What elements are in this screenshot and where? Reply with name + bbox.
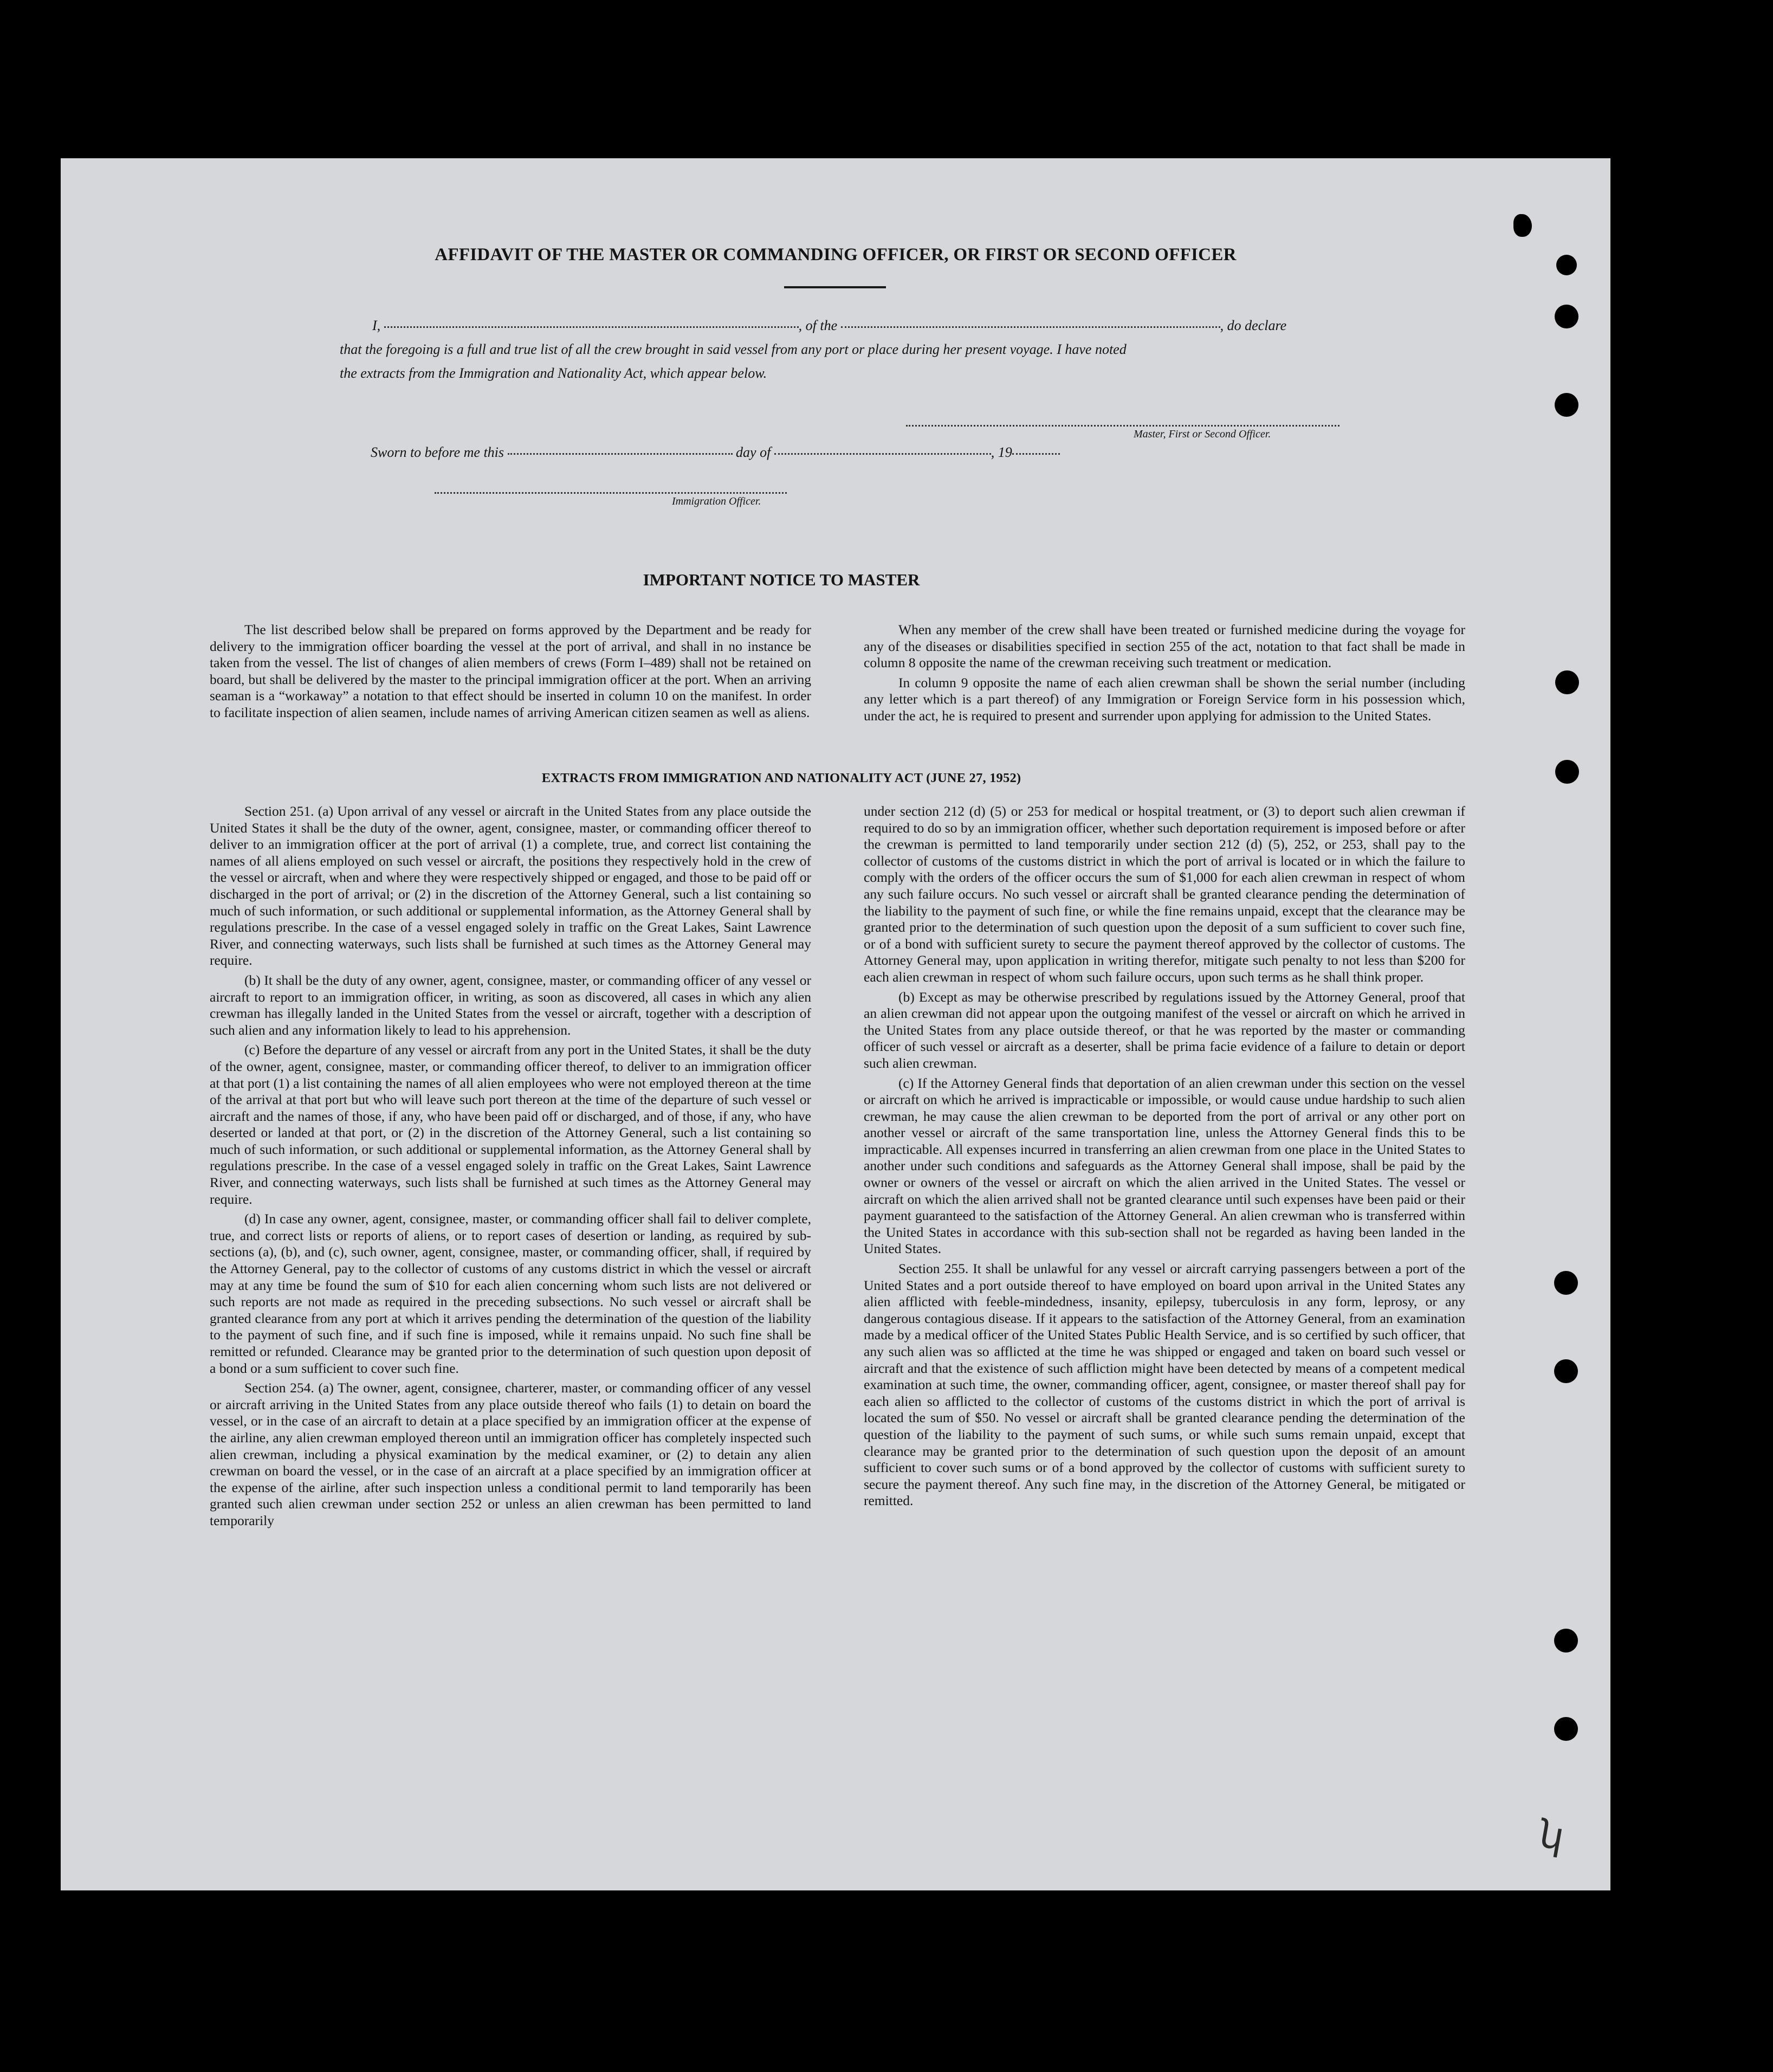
- of-the-label: , of the: [798, 318, 838, 333]
- section-254a: Section 254. (a) The owner, agent, consignee, charterer, master, or commanding officer of any vessel or aircraft arriving in the United States from any place outside thereof who fails (1) to detain on board the vessel, or in the case of an aircraft to detain at a place specified by an immigration officer at the expense of the airline, any alien crewman employed thereon until an immigration officer has completely inspected such alien crewman, including a physical examination by the medical examiner, or (2) to detain any alien crewman on board the vessel, or in the case of an aircraft at a place specified by an immigration officer at the expense of the airline, after such inspection unless a conditional permit to land temporarily has been granted such alien crewman under section 252 or unless an alien crewman has been permitted to land temporarily: [210, 1380, 811, 1528]
- declarant-name-field[interactable]: [384, 326, 799, 328]
- master-signature-caption: Master, First or Second Officer.: [1134, 428, 1271, 440]
- document-page: [61, 158, 1610, 1890]
- year-label: , 19: [991, 444, 1012, 460]
- binder-hole: [1554, 1629, 1578, 1653]
- vessel-name-field[interactable]: [841, 326, 1220, 328]
- binder-hole: [1554, 1271, 1578, 1295]
- do-declare-label: , do declare: [1220, 318, 1287, 333]
- binder-hole: [1513, 214, 1532, 237]
- section-254b: (b) Except as may be otherwise prescribed by regulations issued by the Attorney General, proof that an alien crewman did not appear upon the outgoing manifest of the vessel or aircraft on which he arrived in the United States from any place outside thereof, or that he was reported by the master or commanding officer of such vessel or aircraft as a deserter, shall be prima facie evidence of a failure to detain or deport such alien crewman.: [864, 989, 1465, 1071]
- sworn-day-field[interactable]: [508, 453, 733, 455]
- affidavit-title: AFFIDAVIT OF THE MASTER OR COMMANDING OFFICER, OR FIRST OR SECOND OFFICER: [435, 245, 1237, 264]
- binder-hole: [1555, 760, 1579, 784]
- notice-title: IMPORTANT NOTICE TO MASTER: [643, 570, 920, 589]
- notice-right-column: [864, 622, 1465, 728]
- sworn-line: [371, 444, 1060, 461]
- binder-hole: [1554, 1359, 1578, 1383]
- section-251b: (b) It shall be the duty of any owner, agent, consignee, master, or commanding officer of any vessel or aircraft to report to an immigration officer, in writing, as soon as discovered, all cases in which any alien crewman has illegally landed in the United States from the vessel or aircraft, together with a description of such alien and any information likely to lead to his apprehension.: [210, 972, 811, 1038]
- binder-hole: [1555, 305, 1578, 328]
- extracts-left-column: [210, 803, 811, 1533]
- section-255: Section 255. It shall be unlawful for any vessel or aircraft carrying passengers between a port of the United States and a port outside thereof to have employed on board upon arrival in the United States any alien afflicted with feeble-mindedness, insanity, epilepsy, tuberculosis in any form, leprosy, or any dangerous contagious disease. If it appears to the satisfaction of the Attorney General, from an examination made by a medical officer of the United States Public Health Service, and is so certified by such officer, that any such alien was so afflicted at the time he was shipped or engaged and taken on board such vessel or aircraft and that the existence of such affliction might have been detected by means of a competent medical examination at such time, the owner, commanding officer, agent, consignee, or master thereof shall pay for each alien so afflicted to the collector of customs of the customs district in which the port of arrival is located the sum of $50. No vessel or aircraft shall be granted clearance pending the determination of the question of the liability to the payment of such sums, or while such sums remain unpaid, except that clearance may be granted prior to the determination of such question upon the deposit of an amount sufficient to cover such sums or of a bond approved by the collector of customs with sufficient surety to secure the payment thereof. Any such fine may, in the discretion of the Attorney General, be mitigated or remitted.: [864, 1261, 1465, 1509]
- notice-right-paragraph-1: When any member of the crew shall have been treated or furnished medicine during the voyage for any of the diseases or disabilities specified in section 255 of the act, notation to that fact shall be made in column 8 opposite the name of the crewman receiving such treatment or medication.: [864, 622, 1465, 671]
- notice-left-column: [210, 622, 811, 725]
- sworn-label: Sworn to before me this: [371, 444, 504, 460]
- title-underline: [784, 286, 886, 288]
- immigration-officer-signature-field[interactable]: [435, 492, 787, 494]
- master-signature-field[interactable]: [906, 425, 1340, 427]
- section-251c: (c) Before the departure of any vessel or aircraft from any port in the United States, it shall be the duty of the owner, agent, consignee, master, or commanding officer thereof, to deliver to an immigration officer at that port (1) a list containing the names of all alien employees who were not employed thereon at the time of the arrival at that port but who will leave such port thereon at the time of the departure of such vessel or aircraft and the names of those, if any, who have been paid off or discharged, and of those, if any, who have deserted or landed at that port, or (2) in the discretion of the Attorney General, such a list containing so much of such information, or such additional or supplemental information, as the Attorney General shall by regulations prescribe. In the case of a vessel engaged solely in traffic on the Great Lakes, Saint Lawrence River, and connecting waterways, such lists shall be furnished at such times as the Attorney General may require.: [210, 1042, 811, 1207]
- day-of-label: day of: [736, 444, 771, 460]
- section-251d: (d) In case any owner, agent, consignee, master, or commanding officer shall fail to deliver complete, true, and correct lists or reports of aliens, or to report cases of desertion or landing, as required by sub-sections (a), (b), and (c), such owner, agent, consignee, master, or commanding officer, shall, if required by the Attorney General, pay to the collector of customs of any customs district in which the vessel or aircraft may at any time be found the sum of $10 for each alien concerning whom such lists are not delivered or such reports are not made as required in the preceding subsections. No such vessel or aircraft shall be granted clearance from any port at which it arrives pending the determination of the question of the liability to the payment of such fine, and if such fine is imposed, while it remains unpaid. No such fine shall be remitted or refunded. Clearance may be granted prior to the determination of such question upon deposit of a bond or a sum sufficient to cover such fine.: [210, 1211, 811, 1376]
- binder-hole: [1555, 393, 1578, 417]
- affidavit-declaration-line: [372, 318, 1286, 334]
- immigration-officer-caption: Immigration Officer.: [672, 495, 761, 507]
- binder-hole: [1555, 670, 1579, 694]
- notice-right-paragraph-2: In column 9 opposite the name of each alien crewman shall be shown the serial number (including any letter which is a part thereof) of any Immigration or Foreign Service form in his possession which, under the act, he is required to present and surrender upon applying for admission to the United States.: [864, 674, 1465, 724]
- declarant-label: I,: [372, 318, 381, 333]
- affidavit-text-line-2: that the foregoing is a full and true list of all the crew brought in said vessel from any port or place during her present voyage. I have noted: [340, 341, 1127, 357]
- notice-left-paragraph: The list described below shall be prepared on forms approved by the Department and be ready for delivery to the immigration officer boarding the vessel at the port of arrival, and shall in no instance be taken from the vessel. The list of changes of alien members of crews (Form I–489) shall not be retained on board, but shall be delivered by the master to the principal immigration officer at the port. When an arriving seaman is a “workaway” a notation to that effect should be inserted in column 10 on the manifest. In order to facilitate inspection of alien seamen, include names of arriving American citizen seamen as well as aliens.: [210, 622, 811, 720]
- handwritten-mark: ʮ: [1535, 1811, 1568, 1860]
- binder-hole: [1556, 255, 1577, 275]
- sworn-month-field[interactable]: [774, 453, 991, 455]
- section-251a: Section 251. (a) Upon arrival of any vessel or aircraft in the United States from any place outside the United States it shall be the duty of the owner, agent, consignee, master, or commanding officer thereof to deliver to an immigration officer at the port of arrival (1) a complete, true, and correct list containing the names of all aliens employed on such vessel or aircraft, the positions they respectively hold in the crew of the vessel or aircraft, when and where they were respectively shipped or engaged, and those to be paid off or discharged in the port of arrival; or (2) in the discretion of the Attorney General, such a list containing so much of such information, or such additional or supplemental information, as the Attorney General shall by regulations prescribe. In the case of a vessel engaged solely in traffic on the Great Lakes, Saint Lawrence River, and connecting waterways, such lists shall be furnished at such times as the Attorney General may require.: [210, 803, 811, 969]
- sworn-year-field[interactable]: [1012, 453, 1060, 455]
- section-254c: (c) If the Attorney General finds that deportation of an alien crewman under this section on the vessel or aircraft on which he arrived is impracticable or impossible, or would cause undue hardship to such alien crewman, he may cause the alien crewman to be deported from the port of arrival or any other port on another vessel or aircraft of the same transportation line, unless the Attorney General finds this to be impracticable. All expenses incurred in transferring an alien crewman from one place in the United States to another under such conditions and safeguards as the Attorney General shall impose, shall be paid by the owner or owners of the vessel or aircraft on which the alien arrived in the United States. The vessel or aircraft on which the alien arrived shall not be granted clearance until such expenses have been paid or their payment guaranteed to the satisfaction of the Attorney General. An alien crewman who is transferred within the United States in accordance with this sub-section shall not be regarded as having been landed in the United States.: [864, 1075, 1465, 1257]
- section-254a-continued: under section 212 (d) (5) or 253 for medical or hospital treatment, or (3) to deport such alien crewman if required to do so by an immigration officer, whether such deportation requirement is imposed before or after the crewman is permitted to land temporarily under section 212 (d) (5), 252, or 253, shall pay to the collector of customs of the customs district in which the port of arrival is located or in which the failure to comply with the orders of the officer occurs the sum of $1,000 for each alien crewman in respect of whom any such failure occurs. No such vessel or aircraft shall be granted clearance pending the determination of the liability to the payment of such fine, or while the fine remains unpaid, except that the clearance may be granted prior to the determination of such question upon the deposit of a sum sufficient to cover such fine, or of a bond with sufficient surety to secure the payment thereof approved by the collector of customs. The Attorney General may, upon application in writing therefor, mitigate such penalty to not less than $200 for each alien crewman in respect of whom such failure occurs, upon such terms as he shall think proper.: [864, 803, 1465, 985]
- binder-hole: [1554, 1717, 1578, 1741]
- extracts-right-column: [864, 803, 1465, 1513]
- extracts-title: EXTRACTS FROM IMMIGRATION AND NATIONALITY ACT (JUNE 27, 1952): [541, 771, 1021, 785]
- affidavit-text-line-3: the extracts from the Immigration and Nationality Act, which appear below.: [340, 365, 767, 381]
